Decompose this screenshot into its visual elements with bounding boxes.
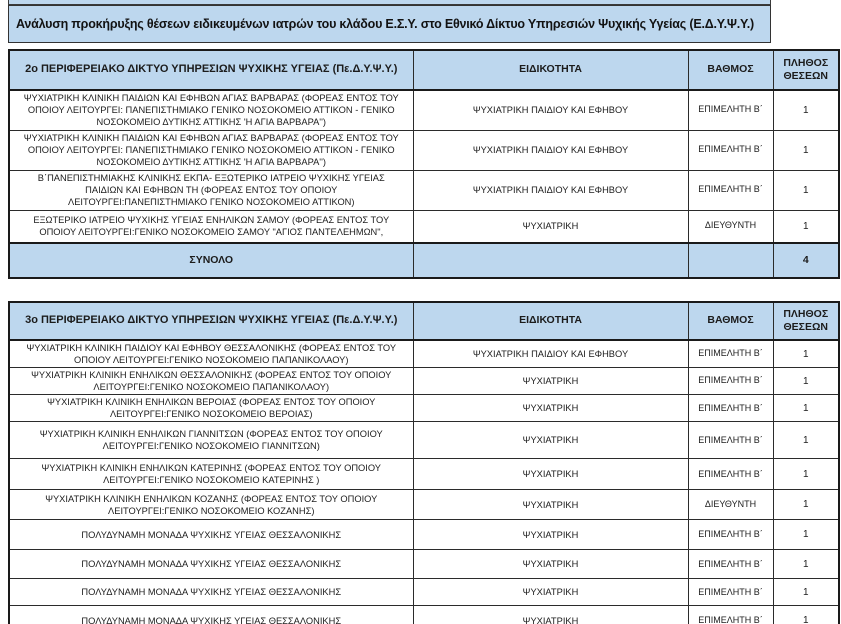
unit-cell: ΠΟΛΥΔΥΝΑΜΗ ΜΟΝΑΔΑ ΨΥΧΙΚΗΣ ΥΓΕΙΑΣ ΘΕΣΣΑΛΟΝΙΚΗΣ: [9, 550, 413, 579]
table-header-row: [9, 50, 839, 90]
unit-cell: ΨΥΧΙΑΤΡΙΚΗ ΚΛΙΝΙΚΗ ΕΝΗΛΙΚΩΝ ΘΕΣΣΑΛΟΝΙΚΗΣ (ΦΟΡΕΑΣ ΕΝΤΟΣ ΤΟΥ ΟΠΟΙΟΥ ΛΕΙΤΟΥΡΓΕΙ:ΓΕΝΙΚΟ ΝΟΣΟΚΟΜΕΙΟ ΠΑΠΑΝΙΚΟΛΑΟΥ): [9, 368, 413, 395]
count-cell: 1: [773, 170, 839, 210]
table-row: [9, 459, 839, 490]
specialty-cell: ΨΥΧΙΑΤΡΙΚΗ: [413, 210, 688, 243]
unit-cell: ΨΥΧΙΑΤΡΙΚΗ ΚΛΙΝΙΚΗ ΠΑΙΔΙΩΝ ΚΑΙ ΕΦΗΒΩΝ ΑΓΙΑΣ ΒΑΡΒΑΡΑΣ (ΦΟΡΕΑΣ ΕΝΤΟΣ ΤΟΥ ΟΠΟΙΟΥ ΛΕΙΤΟΥΡΓΕΙ: ΠΑΝΕΠΙΣΤΗΜΙΑΚΟ ΓΕΝΙΚΟ ΝΟΣΟΚΟΜΕΙΟ ΑΤΤΙΚΟΝ - ΓΕΝΙΚΟ ΝΟΣΟΚΟΜΕΙΟ ΔΥΤΙΚΗΣ ΑΤΤΙΚΗΣ 'Η ΑΓΙΑ ΒΑΡΒΑΡΑ''): [9, 90, 413, 130]
unit-cell: ΨΥΧΙΑΤΡΙΚΗ ΚΛΙΝΙΚΗ ΕΝΗΛΙΚΩΝ ΓΙΑΝΝΙΤΣΩΝ (ΦΟΡΕΑΣ ΕΝΤΟΣ ΤΟΥ ΟΠΟΙΟΥ ΛΕΙΤΟΥΡΓΕΙ:ΓΕΝΙΚΟ ΝΟΣΟΚΟΜΕΙΟ ΓΙΑΝΝΙΤΣΩΝ): [9, 422, 413, 459]
table-row: [9, 520, 839, 550]
specialty-cell: ΨΥΧΙΑΤΡΙΚΗ ΠΑΙΔΙΟΥ ΚΑΙ ΕΦΗΒΟΥ: [413, 340, 688, 368]
specialty-cell: ΨΥΧΙΑΤΡΙΚΗ: [413, 520, 688, 550]
column-header-network: 3ο ΠΕΡΙΦΕΡΕΙΑΚΟ ΔΙΚΤΥΟ ΥΠΗΡΕΣΙΩΝ ΨΥΧΙΚΗΣ ΥΓΕΙΑΣ (Πε.Δ.Υ.Ψ.Υ.): [9, 302, 413, 340]
grade-cell: ΕΠΙΜΕΛΗΤΗ Β΄: [688, 340, 773, 368]
column-header-specialty: ΕΙΔΙΚΟΤΗΤΑ: [413, 302, 688, 340]
total-row: [9, 243, 839, 278]
table-row: [9, 579, 839, 606]
count-cell: 1: [773, 210, 839, 243]
table-2nd-regional-network: [8, 49, 840, 279]
grade-cell: ΕΠΙΜΕΛΗΤΗ Β΄: [688, 170, 773, 210]
table-row: [9, 340, 839, 368]
table-row: [9, 606, 839, 624]
column-header-grade: ΒΑΘΜΟΣ: [688, 50, 773, 90]
count-cell: 1: [773, 130, 839, 170]
unit-cell: ΨΥΧΙΑΤΡΙΚΗ ΚΛΙΝΙΚΗ ΕΝΗΛΙΚΩΝ ΚΟΖΑΝΗΣ (ΦΟΡΕΑΣ ΕΝΤΟΣ ΤΟΥ ΟΠΟΙΟΥ ΛΕΙΤΟΥΡΓΕΙ:ΓΕΝΙΚΟ ΝΟΣΟΚΟΜΕΙΟ ΚΟΖΑΝΗΣ): [9, 490, 413, 520]
grade-cell: ΕΠΙΜΕΛΗΤΗ Β΄: [688, 579, 773, 606]
unit-cell: ΨΥΧΙΑΤΡΙΚΗ ΚΛΙΝΙΚΗ ΠΑΙΔΙΩΝ ΚΑΙ ΕΦΗΒΩΝ ΑΓΙΑΣ ΒΑΡΒΑΡΑΣ (ΦΟΡΕΑΣ ΕΝΤΟΣ ΤΟΥ ΟΠΟΙΟΥ ΛΕΙΤΟΥΡΓΕΙ: ΠΑΝΕΠΙΣΤΗΜΙΑΚΟ ΓΕΝΙΚΟ ΝΟΣΟΚΟΜΕΙΟ ΑΤΤΙΚΟΝ - ΓΕΝΙΚΟ ΝΟΣΟΚΟΜΕΙΟ ΔΥΤΙΚΗΣ ΑΤΤΙΚΗΣ 'Η ΑΓΙΑ ΒΑΡΒΑΡΑ''): [9, 130, 413, 170]
specialty-cell: ΨΥΧΙΑΤΡΙΚΗ: [413, 490, 688, 520]
table-row: [9, 368, 839, 395]
specialty-cell: ΨΥΧΙΑΤΡΙΚΗ ΠΑΙΔΙΟΥ ΚΑΙ ΕΦΗΒΟΥ: [413, 170, 688, 210]
grade-cell: ΕΠΙΜΕΛΗΤΗ Β΄: [688, 606, 773, 624]
column-header-count: ΠΛΗΘΟΣ ΘΕΣΕΩΝ: [773, 50, 839, 90]
total-empty-grade-cell: [688, 243, 773, 278]
table-row: [9, 130, 839, 170]
column-header-count: ΠΛΗΘΟΣ ΘΕΣΕΩΝ: [773, 302, 839, 340]
count-cell: 1: [773, 520, 839, 550]
unit-cell: ΕΞΩΤΕΡΙΚΟ ΙΑΤΡΕΙΟ ΨΥΧΙΚΗΣ ΥΓΕΙΑΣ ΕΝΗΛΙΚΩΝ ΣΑΜΟΥ (ΦΟΡΕΑΣ ΕΝΤΟΣ ΤΟΥ ΟΠΟΙΟΥ ΛΕΙΤΟΥΡΓΕΙ:ΓΕΝΙΚΟ ΝΟΣΟΚΟΜΕΙΟ ΣΑΜΟΥ "ΑΓΙΟΣ ΠΑΝΤΕΛΕΗΜΩΝ",: [9, 210, 413, 243]
grade-cell: ΕΠΙΜΕΛΗΤΗ Β΄: [688, 90, 773, 130]
document-title: Ανάλυση προκήρυξης θέσεων ειδικευμένων ιατρών του κλάδου Ε.Σ.Υ. στο Εθνικό Δίκτυο Υπηρεσιών Ψυχικής Υγείας (Ε.Δ.Υ.Ψ.Υ.): [16, 17, 755, 31]
grade-cell: ΕΠΙΜΕΛΗΤΗ Β΄: [688, 459, 773, 490]
grade-cell: ΕΠΙΜΕΛΗΤΗ Β΄: [688, 130, 773, 170]
table-row: [9, 170, 839, 210]
grade-cell: ΕΠΙΜΕΛΗΤΗ Β΄: [688, 520, 773, 550]
grade-cell: ΕΠΙΜΕΛΗΤΗ Β΄: [688, 368, 773, 395]
count-cell: 1: [773, 550, 839, 579]
document-title-bar: [8, 5, 771, 43]
unit-cell: ΨΥΧΙΑΤΡΙΚΗ ΚΛΙΝΙΚΗ ΠΑΙΔΙΟΥ ΚΑΙ ΕΦΗΒΟΥ ΘΕΣΣΑΛΟΝΙΚΗΣ (ΦΟΡΕΑΣ ΕΝΤΟΣ ΤΟΥ ΟΠΟΙΟΥ ΛΕΙΤΟΥΡΓΕΙ:ΓΕΝΙΚΟ ΝΟΣΟΚΟΜΕΙΟ ΠΑΠΑΝΙΚΟΛΑΟΥ): [9, 340, 413, 368]
count-cell: 1: [773, 459, 839, 490]
table-row: [9, 90, 839, 130]
specialty-cell: ΨΥΧΙΑΤΡΙΚΗ: [413, 606, 688, 624]
specialty-cell: ΨΥΧΙΑΤΡΙΚΗ: [413, 579, 688, 606]
specialty-cell: ΨΥΧΙΑΤΡΙΚΗ: [413, 368, 688, 395]
specialty-cell: ΨΥΧΙΑΤΡΙΚΗ: [413, 395, 688, 422]
specialty-cell: ΨΥΧΙΑΤΡΙΚΗ: [413, 550, 688, 579]
total-empty-specialty-cell: [413, 243, 688, 278]
column-header-grade: ΒΑΘΜΟΣ: [688, 302, 773, 340]
count-cell: 1: [773, 340, 839, 368]
table-row: [9, 550, 839, 579]
count-cell: 1: [773, 606, 839, 624]
table-row: [9, 395, 839, 422]
column-header-specialty: ΕΙΔΙΚΟΤΗΤΑ: [413, 50, 688, 90]
table-header-row: [9, 302, 839, 340]
count-cell: 1: [773, 422, 839, 459]
table-row: [9, 422, 839, 459]
unit-cell: ΨΥΧΙΑΤΡΙΚΗ ΚΛΙΝΙΚΗ ΕΝΗΛΙΚΩΝ ΒΕΡΟΙΑΣ (ΦΟΡΕΑΣ ΕΝΤΟΣ ΤΟΥ ΟΠΟΙΟΥ ΛΕΙΤΟΥΡΓΕΙ:ΓΕΝΙΚΟ ΝΟΣΟΚΟΜΕΙΟ ΒΕΡΟΙΑΣ): [9, 395, 413, 422]
unit-cell: ΠΟΛΥΔΥΝΑΜΗ ΜΟΝΑΔΑ ΨΥΧΙΚΗΣ ΥΓΕΙΑΣ ΘΕΣΣΑΛΟΝΙΚΗΣ: [9, 606, 413, 624]
table-3rd-regional-network: [8, 301, 840, 624]
unit-cell: Β΄ΠΑΝΕΠΙΣΤΗΜΙΑΚΗΣ ΚΛΙΝΙΚΗΣ ΕΚΠΑ- ΕΞΩΤΕΡΙΚΟ ΙΑΤΡΕΙΟ ΨΥΧΙΚΗΣ ΥΓΕΙΑΣ ΠΑΙΔΙΩΝ ΚΑΙ ΕΦΗΒΩΝ ΤΗ (ΦΟΡΕΑΣ ΕΝΤΟΣ ΤΟΥ ΟΠΟΙΟΥ ΛΕΙΤΟΥΡΓΕΙ:ΠΑΝΕΠΙΣΤΗΜΙΑΚΟ ΓΕΝΙΚΟ ΝΟΣΟΚΟΜΕΙΟ ΑΤΤΙΚΟΝ): [9, 170, 413, 210]
count-cell: 1: [773, 368, 839, 395]
table-row: [9, 490, 839, 520]
specialty-cell: ΨΥΧΙΑΤΡΙΚΗ ΠΑΙΔΙΟΥ ΚΑΙ ΕΦΗΒΟΥ: [413, 90, 688, 130]
specialty-cell: ΨΥΧΙΑΤΡΙΚΗ ΠΑΙΔΙΟΥ ΚΑΙ ΕΦΗΒΟΥ: [413, 130, 688, 170]
total-value-cell: 4: [773, 243, 839, 278]
specialty-cell: ΨΥΧΙΑΤΡΙΚΗ: [413, 422, 688, 459]
grade-cell: ΔΙΕΥΘΥΝΤΗ: [688, 490, 773, 520]
unit-cell: ΠΟΛΥΔΥΝΑΜΗ ΜΟΝΑΔΑ ΨΥΧΙΚΗΣ ΥΓΕΙΑΣ ΘΕΣΣΑΛΟΝΙΚΗΣ: [9, 579, 413, 606]
unit-cell: ΠΟΛΥΔΥΝΑΜΗ ΜΟΝΑΔΑ ΨΥΧΙΚΗΣ ΥΓΕΙΑΣ ΘΕΣΣΑΛΟΝΙΚΗΣ: [9, 520, 413, 550]
grade-cell: ΕΠΙΜΕΛΗΤΗ Β΄: [688, 422, 773, 459]
grade-cell: ΔΙΕΥΘΥΝΤΗ: [688, 210, 773, 243]
grade-cell: ΕΠΙΜΕΛΗΤΗ Β΄: [688, 550, 773, 579]
column-header-network: 2ο ΠΕΡΙΦΕΡΕΙΑΚΟ ΔΙΚΤΥΟ ΥΠΗΡΕΣΙΩΝ ΨΥΧΙΚΗΣ ΥΓΕΙΑΣ (Πε.Δ.Υ.Ψ.Υ.): [9, 50, 413, 90]
grade-cell: ΕΠΙΜΕΛΗΤΗ Β΄: [688, 395, 773, 422]
total-label-cell: ΣΥΝΟΛΟ: [9, 243, 413, 278]
table-row: [9, 210, 839, 243]
count-cell: 1: [773, 395, 839, 422]
count-cell: 1: [773, 490, 839, 520]
count-cell: 1: [773, 90, 839, 130]
specialty-cell: ΨΥΧΙΑΤΡΙΚΗ: [413, 459, 688, 490]
count-cell: 1: [773, 579, 839, 606]
unit-cell: ΨΥΧΙΑΤΡΙΚΗ ΚΛΙΝΙΚΗ ΕΝΗΛΙΚΩΝ ΚΑΤΕΡΙΝΗΣ (ΦΟΡΕΑΣ ΕΝΤΟΣ ΤΟΥ ΟΠΟΙΟΥ ΛΕΙΤΟΥΡΓΕΙ:ΓΕΝΙΚΟ ΝΟΣΟΚΟΜΕΙΟ ΚΑΤΕΡΙΝΗΣ ): [9, 459, 413, 490]
